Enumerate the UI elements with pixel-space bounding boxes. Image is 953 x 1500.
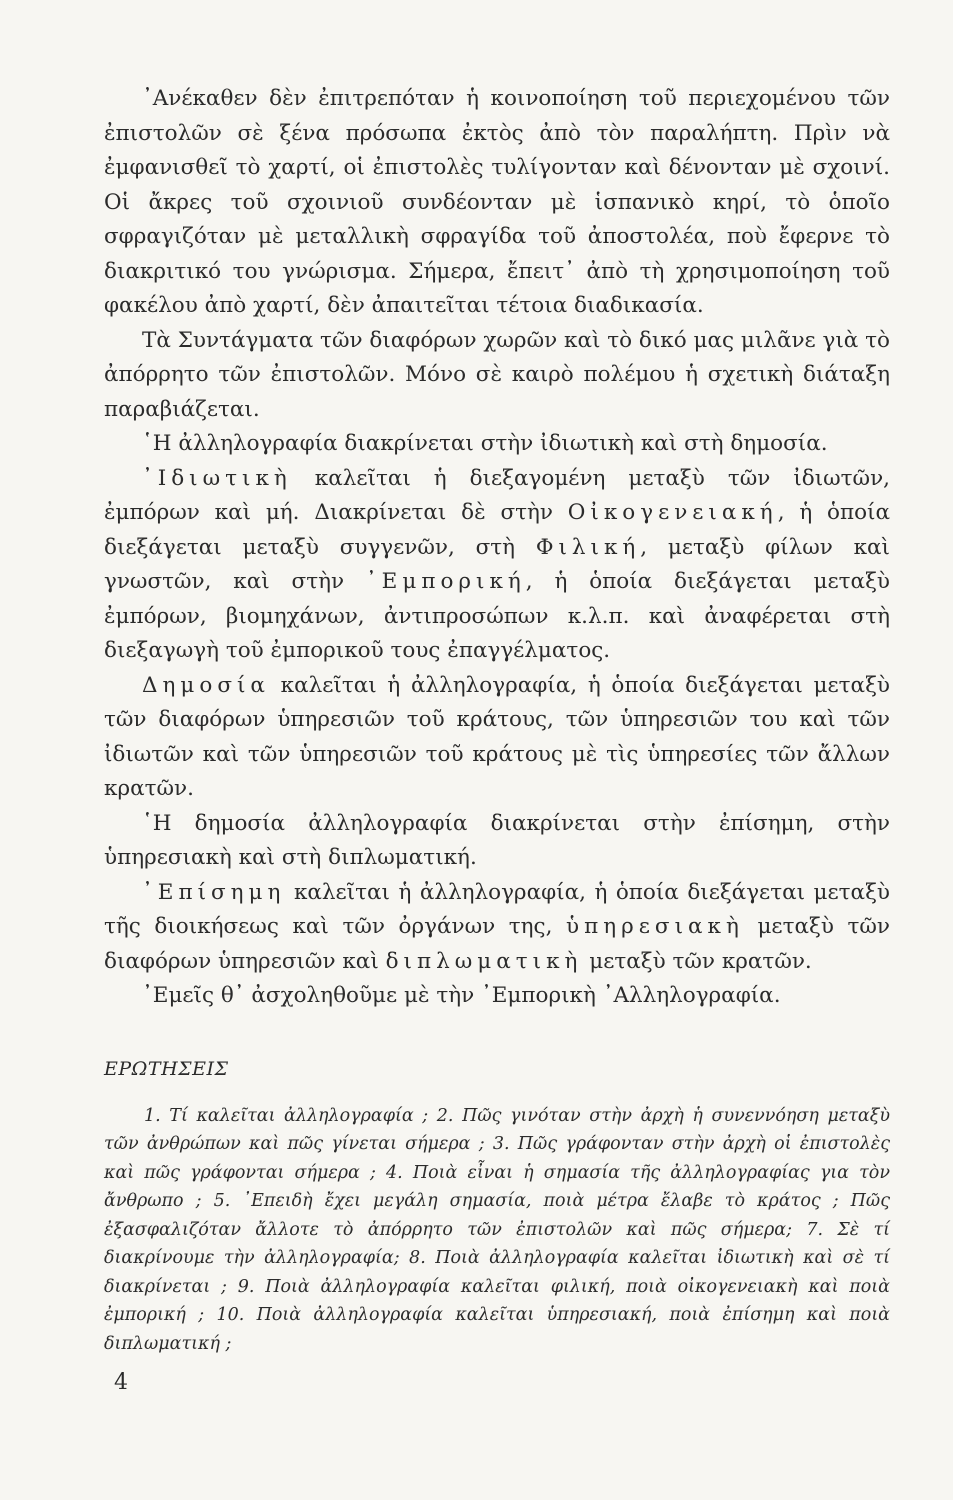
paragraph-public-classification: ῾Η δημοσία ἀλληλογραφία διακρίνεται στὴν ἐπίσημη, στὴν ὑπηρεσιακὴ καὶ στὴ διπλωματική. [104, 810, 890, 870]
term-friendly: Φιλική [535, 534, 641, 560]
paragraph-constitutions: Τὰ Συντάγματα τῶν διαφόρων χωρῶν καὶ τὸ δικό μας μιλᾶνε γιὰ τὸ ἀπόρρητο τῶν ἐπιστολῶν. Μόνο σὲ καιρὸ πολέμου ἡ σχετικὴ διάταξη παραβιάζεται. [104, 327, 890, 422]
paragraph-commercial-focus: ᾿Εμεῖς θ᾿ ἀσχοληθοῦμε μὲ τὴν ᾿Εμπορικὴ ᾿Αλληλογραφία. [142, 983, 781, 1008]
body-text [104, 82, 890, 1014]
paragraph-official-correspondence: ᾿Επίσημη καλεῖται ἡ ἀλληλογραφία, ἡ ὁποία διεξάγεται μεταξὺ τῆς διοικήσεως καὶ τῶν ὀργάνων της, ὑπηρεσιακὴ μεταξὺ τῶν διαφόρων ὑπηρεσιῶν καὶ διπλωματικὴ μεταξὺ τῶν κρατῶν. [104, 879, 890, 974]
term-service: ὑπηρεσιακὴ [566, 914, 744, 939]
book-page [104, 82, 890, 1358]
term-official: ᾿Επίσημη [142, 879, 286, 905]
questions-heading: ΕΡΩΤΗΣΕΙΣ [104, 1057, 229, 1080]
term-private: ᾿Ιδιωτικὴ [142, 465, 292, 491]
term-public: Δημοσία [142, 672, 270, 698]
term-family: Οἰκογενειακή [567, 500, 778, 525]
page-number: 4 [114, 1370, 128, 1395]
paragraph-classification: ῾Η ἀλληλογραφία διακρίνεται στὴν ἰδιωτικὴ καὶ στὴ δημοσία. [142, 431, 828, 456]
term-commercial: ᾿Εμπορική [365, 569, 526, 594]
paragraph-private-correspondence: ᾿Ιδιωτικὴ καλεῖται ἡ διεξαγομένη μεταξὺ τῶν ἰδιωτῶν, ἐμπόρων καὶ μή. Διακρίνεται δὲ στὴν Οἰκογενειακή, ἡ ὁποία διεξάγεται μεταξὺ συγγενῶν, στὴ Φιλική, μεταξὺ φίλων καὶ γνωστῶν, καὶ στὴν ᾿Εμπορική, ἡ ὁποία διεξάγεται μεταξὺ ἐμπόρων, βιομηχάνων, ἀντιπροσώπων κ.λ.π. καὶ ἀναφέρεται στὴ διεξαγωγὴ τοῦ ἐμπορικοῦ τους ἐπαγγέλματος. [104, 465, 890, 663]
paragraph-public-correspondence: Δημοσία καλεῖται ἡ ἀλληλογραφία, ἡ ὁποία διεξάγεται μεταξὺ τῶν διαφόρων ὑπηρεσιῶν τοῦ κράτους, τῶν ὑπηρεσιῶν του καὶ τῶν ἰδιωτῶν καὶ τῶν ὑπηρεσιῶν τοῦ κράτους μὲ τὶς ὑπηρεσίες τῶν ἄλλων κρατῶν. [104, 672, 890, 801]
questions-list: 1. Τί καλεῖται ἀλληλογραφία ; 2. Πῶς γινόταν στὴν ἀρχὴ ἡ συνεννόηση μεταξὺ τῶν ἀνθρώπων καὶ πῶς γίνεται σήμερα ; 3. Πῶς γράφονταν στὴν ἀρχὴ οἱ ἐπιστολὲς καὶ πῶς γράφονται σήμερα ; 4. Ποιὰ εἶναι ἡ σημασία τῆς ἀλληλογραφίας για τὸν ἄνθρωπο ; 5. ᾿Επειδὴ ἔχει μεγάλη σημασία, ποιὰ μέτρα ἔλαβε τὸ κράτος ; Πῶς ἐξασφαλιζόταν ἄλλοτε τὸ ἀπόρρητο τῶν ἐπιστολῶν καὶ πῶς σήμερα; 7. Σὲ τί διακρίνουμε τὴν ἀλληλογραφία; 8. Ποιὰ ἀλληλογραφία καλεῖται ἰδιωτικὴ καὶ σὲ τί διακρίνεται ; 9. Ποιὰ ἀλληλογραφία καλεῖται φιλική, ποιὰ οἰκογενειακὴ καὶ ποιὰ ἐμπορική ; 10. Ποιὰ ἀλληλογραφία καλεῖται ὑπηρεσιακή, ποιὰ ἐπίσημη καὶ ποιὰ διπλωματική ; [104, 1105, 890, 1354]
paragraph-confidentiality: ᾿Ανέκαθεν δὲν ἐπιτρεπόταν ἡ κοινοποίηση τοῦ περιεχομένου τῶν ἐπιστολῶν σὲ ξένα πρόσωπα ἐκτὸς ἀπὸ τὸν παραλήπτη. Πρὶν νὰ ἐμφανισθεῖ τὸ χαρτί, οἱ ἐπιστολὲς τυλίγονταν καὶ δένονταν μὲ σχοινί. Οἱ ἄκρες τοῦ σχοινιοῦ συνδέονταν μὲ ἱσπανικὸ κηρί, τὸ ὁποῖο σφραγιζόταν μὲ μεταλλικὴ σφραγίδα τοῦ ἀποστολέα, ποὺ ἔφερνε τὸ διακριτικό του γνώρισμα. Σήμερα, ἔπειτ᾿ ἀπὸ τὴ χρησιμοποίηση τοῦ φακέλου ἀπὸ χαρτί, δὲν ἀπαιτεῖται τέτοια διαδικασία. [104, 86, 890, 318]
term-diplomatic: διπλωματικὴ [385, 948, 583, 974]
